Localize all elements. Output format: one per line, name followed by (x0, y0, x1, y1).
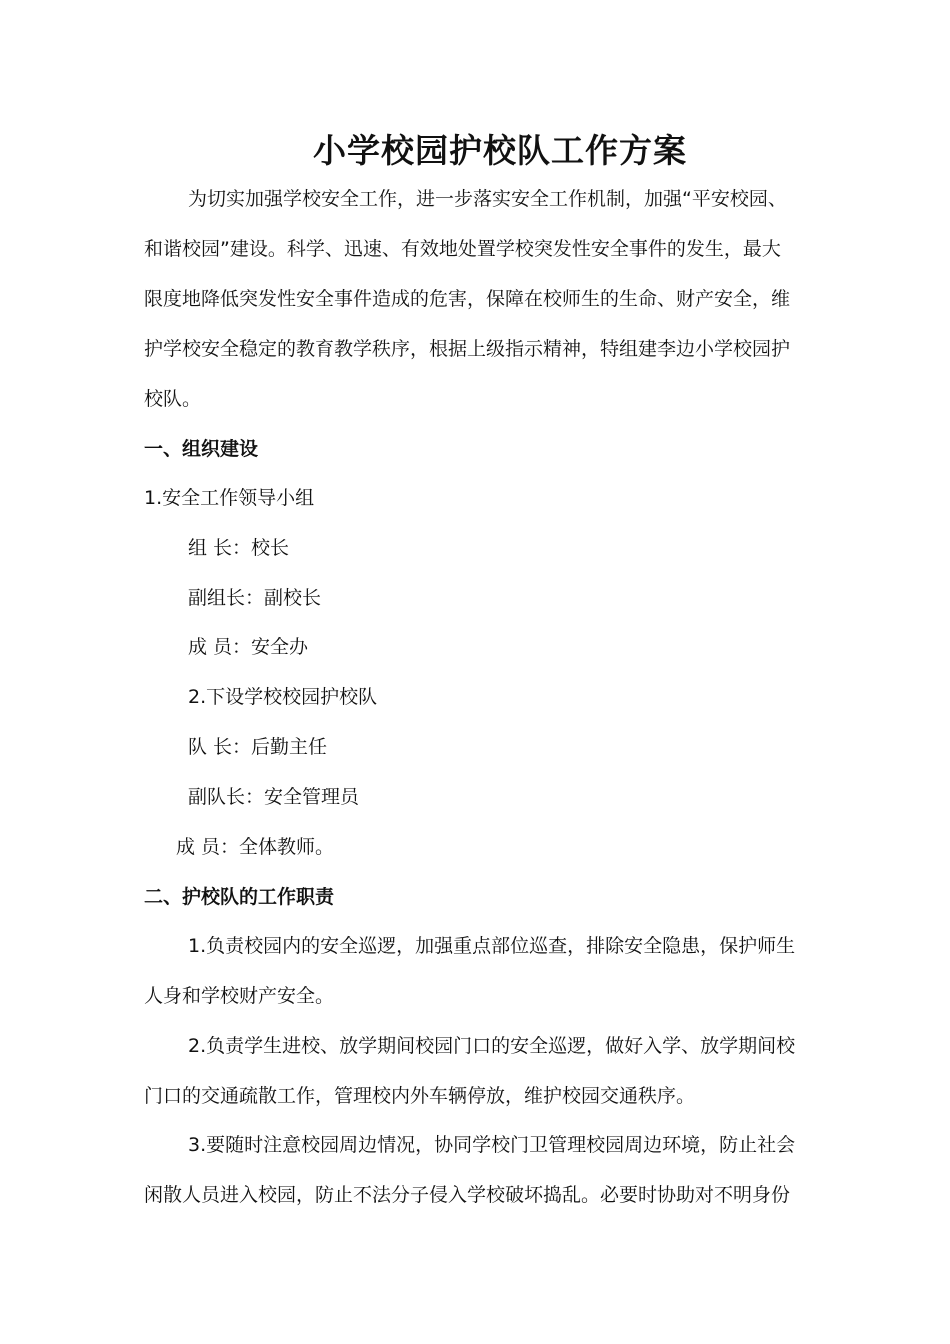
team-leader: 队 长：后勤主任 (188, 736, 328, 758)
duty-1-line-2: 人身和学校财产安全。 (144, 985, 335, 1007)
duty-3-line-1: 3.要随时注意校园周边情况，协同学校门卫管理校园周边环境，防止社会 (188, 1134, 796, 1156)
team-vice-leader: 副队长：安全管理员 (188, 786, 360, 808)
group-member: 成 员：安全办 (188, 636, 309, 658)
subsection-2-title: 2.下设学校校园护校队 (188, 686, 378, 708)
group-leader: 组 长：校长 (188, 537, 290, 559)
document-title: 小学校园护校队工作方案 (313, 131, 687, 170)
duty-2-line-2: 门口的交通疏散工作，管理校内外车辆停放，维护校园交通秩序。 (144, 1085, 696, 1107)
group-vice-leader: 副组长：副校长 (188, 587, 322, 609)
intro-line-4: 护学校安全稳定的教育教学秩序，根据上级指示精神，特组建李边小学校园护 (144, 338, 791, 360)
intro-line-3: 限度地降低突发性安全事件造成的危害，保障在校师生的生命、财产安全，维 (144, 288, 791, 310)
section-1-heading: 一、组织建设 (144, 438, 259, 460)
duty-1-line-1: 1.负责校园内的安全巡逻，加强重点部位巡查，排除安全隐患，保护师生 (188, 935, 796, 957)
intro-line-5: 校队。 (144, 388, 202, 410)
subsection-1-title: 1.安全工作领导小组 (144, 487, 315, 509)
section-2-heading: 二、护校队的工作职责 (144, 886, 335, 908)
duty-2-line-1: 2.负责学生进校、放学期间校园门口的安全巡逻，做好入学、放学期间校 (188, 1035, 796, 1057)
duty-3-line-2: 闲散人员进入校园，防止不法分子侵入学校破坏捣乱。必要时协助对不明身份 (144, 1184, 791, 1206)
intro-line-2: 和谐校园”建设。科学、迅速、有效地处置学校突发性安全事件的发生，最大 (144, 238, 781, 260)
team-member: 成 员：全体教师。 (176, 836, 335, 858)
intro-line-1: 为切实加强学校安全工作，进一步落实安全工作机制，加强“平安校园、 (188, 188, 787, 210)
